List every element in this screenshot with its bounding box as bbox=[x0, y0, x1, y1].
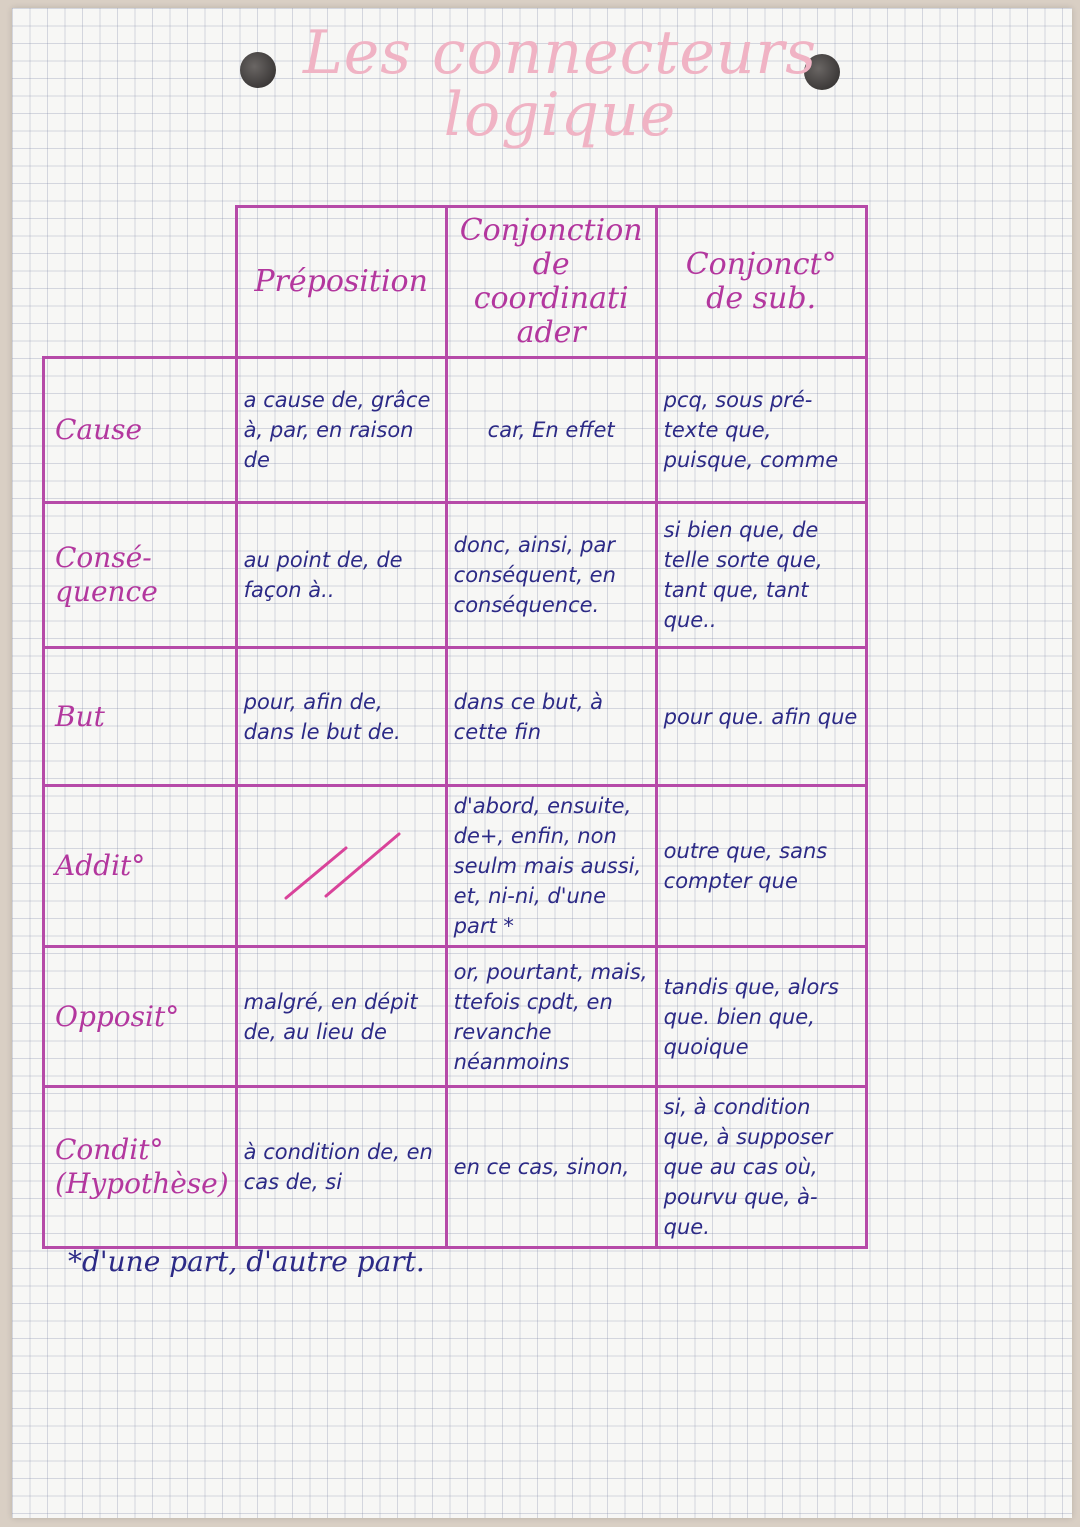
footnote: *d'une part, d'autre part. bbox=[68, 1245, 425, 1278]
cell-condition-coordination: en ce cas, sinon, bbox=[446, 1087, 656, 1248]
cell-consequence-coordination: donc, ainsi, par conséquent, en conséquence. bbox=[446, 503, 656, 648]
cell-but-preposition: pour, afin de, dans le but de. bbox=[236, 648, 446, 786]
column-header-subordination: Conjonct° de sub. bbox=[656, 207, 866, 358]
row-label-but: But bbox=[44, 648, 237, 786]
column-header-coordination: Conjonction de coordinati ader bbox=[446, 207, 656, 358]
row-label-cause: Cause bbox=[44, 358, 237, 503]
cell-opposition-subordination: tandis que, alors que. bien que, quoique bbox=[656, 947, 866, 1087]
header-row bbox=[44, 207, 867, 358]
row-label-opposition: Opposit° bbox=[44, 947, 237, 1087]
corner-cell bbox=[44, 207, 237, 358]
cell-consequence-preposition: au point de, de façon à.. bbox=[236, 503, 446, 648]
title-line-2: logique bbox=[443, 80, 677, 150]
connectors-table bbox=[42, 205, 868, 1249]
cell-addition-coordination: d'abord, ensuite, de+, enfin, non seulm mais aussi, et, ni-ni, d'une part * bbox=[446, 786, 656, 947]
row-label-consequence: Consé-quence bbox=[44, 503, 237, 648]
binder-hole-left bbox=[240, 52, 276, 88]
row-label-addition: Addit° bbox=[44, 786, 237, 947]
table-row-addition bbox=[44, 786, 867, 947]
cell-cause-subordination: pcq, sous pré-texte que, puisque, comme bbox=[656, 358, 866, 503]
cell-cause-preposition: a cause de, grâce à, par, en raison de bbox=[236, 358, 446, 503]
cell-opposition-preposition: malgré, en dépit de, au lieu de bbox=[236, 947, 446, 1087]
table-row-condition bbox=[44, 1087, 867, 1248]
column-header-preposition: Préposition bbox=[236, 207, 446, 358]
cell-cause-coordination: car, En effet bbox=[446, 358, 656, 503]
table-row-but bbox=[44, 648, 867, 786]
cell-opposition-coordination: or, pourtant, mais, ttefois cpdt, en revanche néanmoins bbox=[446, 947, 656, 1087]
cell-but-subordination: pour que. afin que bbox=[656, 648, 866, 786]
cell-condition-subordination: si, à condition que, à supposer que au cas où, pourvu que, à-que. bbox=[656, 1087, 866, 1248]
page-title bbox=[300, 18, 820, 150]
cell-but-coordination: dans ce but, à cette fin bbox=[446, 648, 656, 786]
cell-condition-preposition: à condition de, en cas de, si bbox=[236, 1087, 446, 1248]
table-row-consequence bbox=[44, 503, 867, 648]
title-line-1: Les connecteurs bbox=[302, 18, 818, 88]
cell-addition-preposition-crossed bbox=[236, 786, 446, 947]
row-label-condition: Condit° (Hypothèse) bbox=[44, 1087, 237, 1248]
table-row-opposition bbox=[44, 947, 867, 1087]
cell-addition-subordination: outre que, sans compter que bbox=[656, 786, 866, 947]
table-row-cause bbox=[44, 358, 867, 503]
cell-consequence-subordination: si bien que, de telle sorte que, tant que, tant que.. bbox=[656, 503, 866, 648]
empty-cell-strike-marks bbox=[271, 826, 411, 906]
